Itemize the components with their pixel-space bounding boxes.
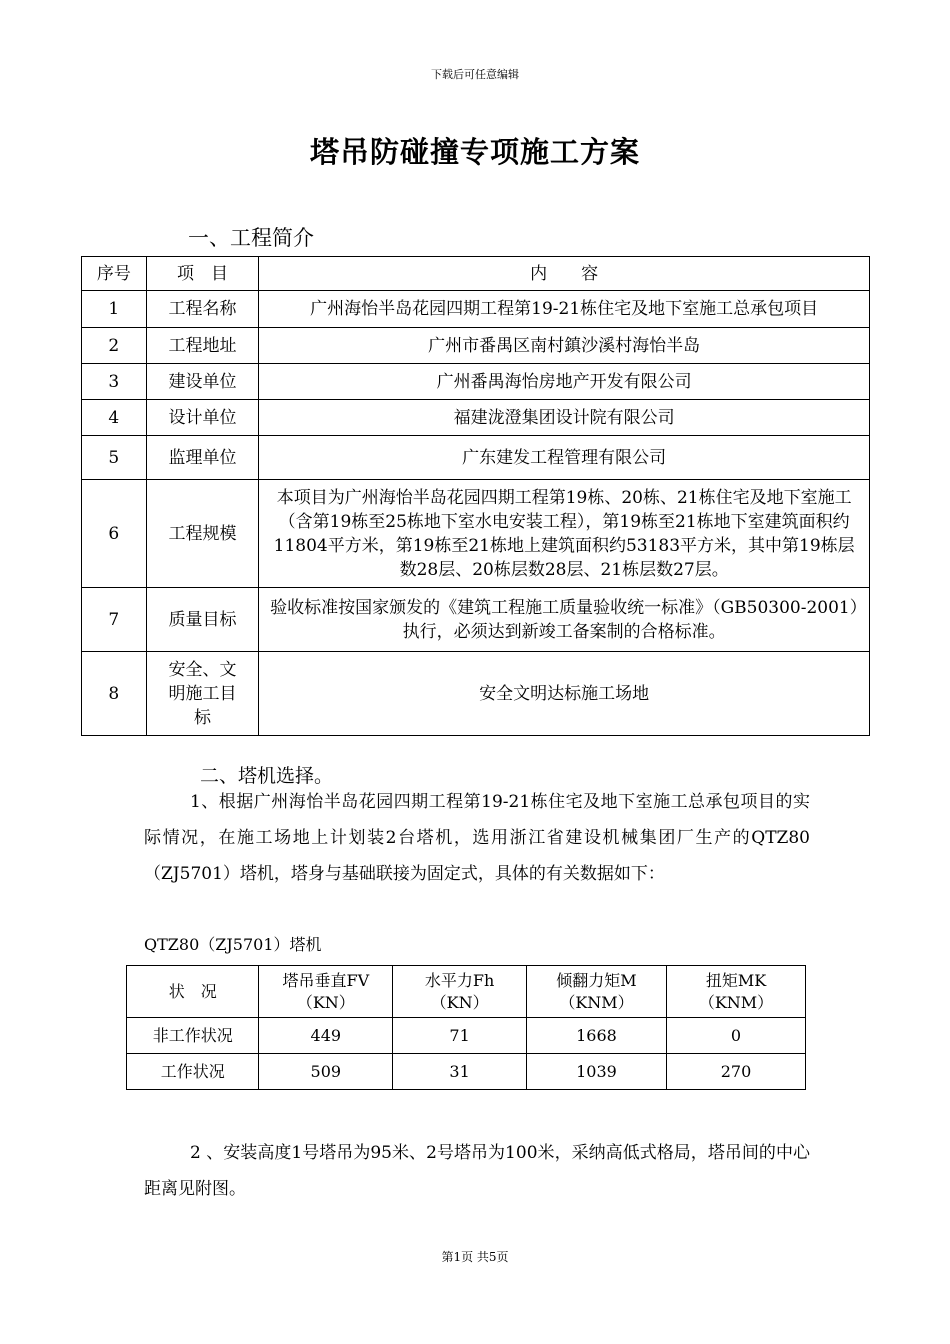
header-name: 塔吊垂直FV: [282, 970, 370, 990]
table-row: [82, 400, 870, 436]
row-content: 广东建发工程管理有限公司: [259, 436, 870, 480]
row-number: 2: [82, 328, 147, 364]
row-value: 270: [666, 1054, 805, 1090]
table-row: [127, 1054, 806, 1090]
header-cell-horizontal-force: [393, 966, 527, 1018]
row-number: 5: [82, 436, 147, 480]
header-cell-condition: [127, 966, 259, 1018]
row-content: 安全文明达标施工场地: [259, 652, 870, 736]
row-value: 1668: [527, 1018, 667, 1054]
table-header-row: [127, 966, 806, 1018]
header-name: 水平力Fh: [424, 970, 495, 990]
table-row: [82, 480, 870, 588]
table-header-row: [82, 257, 870, 291]
row-value: 449: [259, 1018, 393, 1054]
row-number: 1: [82, 291, 147, 328]
row-item: 工程名称: [146, 291, 259, 328]
row-item: 设计单位: [146, 400, 259, 436]
header-cell-vertical-force: [259, 966, 393, 1018]
header-unit: （KNM）: [698, 992, 774, 1012]
row-item: 建设单位: [146, 364, 259, 400]
header-name: 状 况: [168, 981, 217, 1001]
header-unit: （KNM）: [559, 992, 634, 1012]
row-content: 福建泷澄集团设计院有限公司: [259, 400, 870, 436]
table-row: [82, 291, 870, 328]
row-value: 509: [259, 1054, 393, 1090]
table-row: [127, 1018, 806, 1054]
document-title: 塔吊防碰撞专项施工方案: [309, 135, 640, 169]
header-unit: （KN）: [296, 992, 355, 1012]
header-note: 下载后可任意编辑: [431, 68, 519, 81]
header-unit: （KN）: [430, 992, 489, 1012]
row-number: 6: [82, 480, 147, 588]
row-value: 1039: [527, 1054, 667, 1090]
table-row: [82, 328, 870, 364]
table-row: [82, 588, 870, 652]
header-cell-item: 项 目: [146, 257, 259, 291]
row-condition: 工作状况: [127, 1054, 259, 1090]
section-heading-project-intro: 一、工程简介: [188, 226, 314, 250]
row-number: 7: [82, 588, 147, 652]
row-content: 广州海怡半岛花园四期工程第19-21栋住宅及地下室施工总承包项目: [259, 291, 870, 328]
row-item: 监理单位: [146, 436, 259, 480]
header-cell-no: 序号: [82, 257, 147, 291]
row-number: 3: [82, 364, 147, 400]
header-cell-overturning-moment: [527, 966, 667, 1018]
page-footer: 第1页 共5页: [441, 1250, 509, 1264]
paragraph-crane-selection: 1、根据广州海怡半岛花园四期工程第19-21栋住宅及地下室施工总承包项目的实际情况，在施工场地上计划装2台塔机，选用浙江省建设机械集团厂生产的QTZ80（ZJ5701）塔机，塔身与基础联接为固定式，具体的有关数据如下：: [144, 792, 810, 884]
table-row: [82, 364, 870, 400]
row-item: 质量目标: [146, 588, 259, 652]
row-item: 工程规模: [146, 480, 259, 588]
crane-force-table: [126, 965, 806, 1090]
row-content: 广州番禺海怡房地产开发有限公司: [259, 364, 870, 400]
header-name: 倾翻力矩M: [556, 970, 637, 990]
row-number: 8: [82, 652, 147, 736]
row-value: 0: [666, 1018, 805, 1054]
header-cell-torque: [666, 966, 805, 1018]
row-number: 4: [82, 400, 147, 436]
header-name: 扭矩MK: [705, 970, 767, 990]
section-heading-crane-selection: 二、塔机选择。: [200, 765, 334, 787]
row-content: 广州市番禺区南村鎮沙溪村海怡半岛: [259, 328, 870, 364]
row-value: 31: [393, 1054, 527, 1090]
row-content: 验收标准按国家颁发的《建筑工程施工质量验收统一标准》（GB50300-2001）执行，必须达到新竣工备案制的合格标准。: [259, 588, 870, 652]
table-row: [82, 652, 870, 736]
row-value: 71: [393, 1018, 527, 1054]
row-item: 安全、文明施工目标: [146, 652, 259, 736]
table-row: [82, 436, 870, 480]
row-item: 工程地址: [146, 328, 259, 364]
crane-model-label: QTZ80（ZJ5701）塔机: [144, 935, 322, 954]
paragraph-install-height: 2 、安装高度1号塔吊为95米、2号塔吊为100米，采纳高低式格局，塔吊间的中心距离见附图。: [144, 1143, 810, 1199]
project-info-table: [81, 256, 870, 736]
row-condition: 非工作状况: [127, 1018, 259, 1054]
row-content: 本项目为广州海怡半岛花园四期工程第19栋、20栋、21栋住宅及地下室施工（含第19栋至25栋地下室水电安装工程），第19栋至21栋地下室建筑面积约11804平方米，第19栋至21栋地上建筑面积约53183平方米，其中第19栋层数28层、20栋层数28层、21栋层数27层。: [259, 480, 870, 588]
header-cell-content: 内 容: [259, 257, 870, 291]
